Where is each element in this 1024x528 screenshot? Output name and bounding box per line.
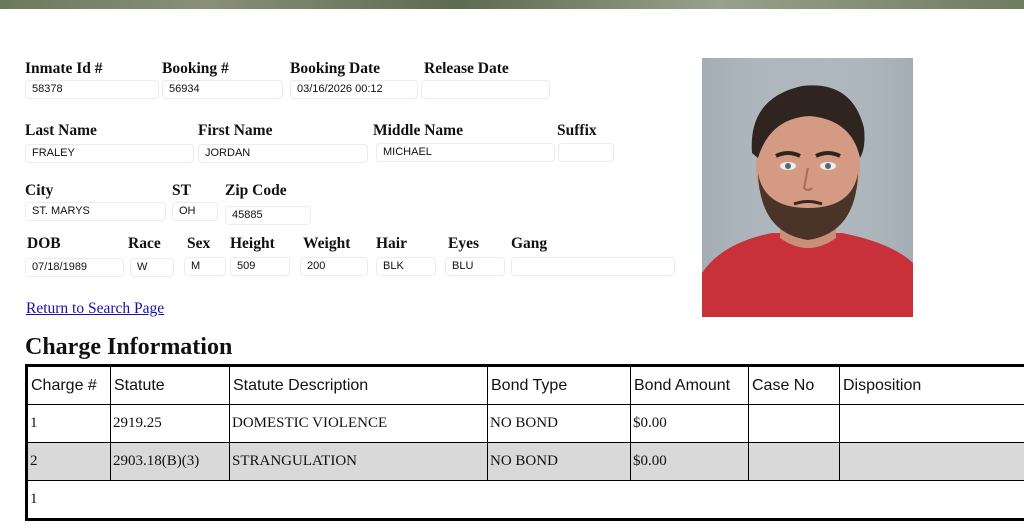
table-cell: NO BOND xyxy=(488,443,631,481)
height-field: 509 xyxy=(230,257,290,276)
race-label: Race xyxy=(128,235,161,252)
first-name-field: JORDAN xyxy=(198,144,368,163)
hair-label: Hair xyxy=(376,235,407,252)
booking-date-field: 03/16/2026 00:12 xyxy=(290,80,418,99)
weight-field: 200 xyxy=(300,257,368,276)
table-cell: 2 xyxy=(27,443,111,481)
booking-number-label: Booking # xyxy=(162,60,229,77)
dob-field: 07/18/1989 xyxy=(25,258,124,277)
state-label: ST xyxy=(172,182,191,199)
table-cell xyxy=(749,443,840,481)
city-label: City xyxy=(25,182,54,199)
first-name-label: First Name xyxy=(198,122,273,139)
table-cell: 1 xyxy=(27,405,111,443)
table-cell xyxy=(840,405,1024,443)
column-header: Case No xyxy=(749,366,840,405)
column-header: Charge # xyxy=(27,366,111,405)
table-footer-row xyxy=(27,481,1024,520)
table-row xyxy=(27,443,1024,481)
table-cell: $0.00 xyxy=(631,443,749,481)
top-banner-image xyxy=(0,0,1024,9)
sex-field: M xyxy=(184,257,226,276)
table-cell: 2919.25 xyxy=(111,405,230,443)
last-name-label: Last Name xyxy=(25,122,97,139)
inmate-photo xyxy=(702,58,913,317)
gang-field xyxy=(511,257,675,276)
gang-label: Gang xyxy=(511,235,548,252)
hair-field: BLK xyxy=(376,257,436,276)
column-header: Statute Description xyxy=(230,366,488,405)
column-header: Statute xyxy=(111,366,230,405)
charge-count-cell: 1 xyxy=(27,481,1024,520)
city-field: ST. MARYS xyxy=(25,202,166,221)
column-header: Disposition xyxy=(840,366,1024,405)
booking-number-field: 56934 xyxy=(162,80,283,99)
charges-table-header xyxy=(27,366,1024,405)
zip-code-field: 45885 xyxy=(225,206,311,225)
release-date-label: Release Date xyxy=(424,60,509,77)
suffix-label: Suffix xyxy=(557,122,597,139)
table-cell: DOMESTIC VIOLENCE xyxy=(230,405,488,443)
eyes-label: Eyes xyxy=(448,235,479,252)
table-cell: 2903.18(B)(3) xyxy=(111,443,230,481)
sex-label: Sex xyxy=(187,235,211,252)
inmate-id-field: 58378 xyxy=(25,80,159,99)
table-row xyxy=(27,405,1024,443)
suffix-field xyxy=(558,143,614,162)
table-cell xyxy=(840,443,1024,481)
last-name-field: FRALEY xyxy=(25,144,194,163)
middle-name-field: MICHAEL xyxy=(376,143,555,162)
dob-label: DOB xyxy=(27,235,61,252)
middle-name-label: Middle Name xyxy=(373,122,463,139)
table-cell: STRANGULATION xyxy=(230,443,488,481)
weight-label: Weight xyxy=(303,235,351,252)
eyes-field: BLU xyxy=(445,257,505,276)
state-field: OH xyxy=(172,202,218,221)
column-header: Bond Type xyxy=(488,366,631,405)
column-header: Bond Amount xyxy=(631,366,749,405)
zip-code-label: Zip Code xyxy=(225,182,287,199)
booking-date-label: Booking Date xyxy=(290,60,380,77)
table-cell: NO BOND xyxy=(488,405,631,443)
inmate-id-label: Inmate Id # xyxy=(25,60,103,77)
charges-table xyxy=(25,364,1024,521)
race-field: W xyxy=(130,258,174,277)
height-label: Height xyxy=(230,235,275,252)
release-date-field xyxy=(421,80,550,99)
return-to-search-link[interactable]: Return to Search Page xyxy=(26,300,165,317)
mugshot-image xyxy=(702,58,913,317)
table-cell xyxy=(749,405,840,443)
table-cell: $0.00 xyxy=(631,405,749,443)
charge-information-heading: Charge Information xyxy=(25,334,233,360)
